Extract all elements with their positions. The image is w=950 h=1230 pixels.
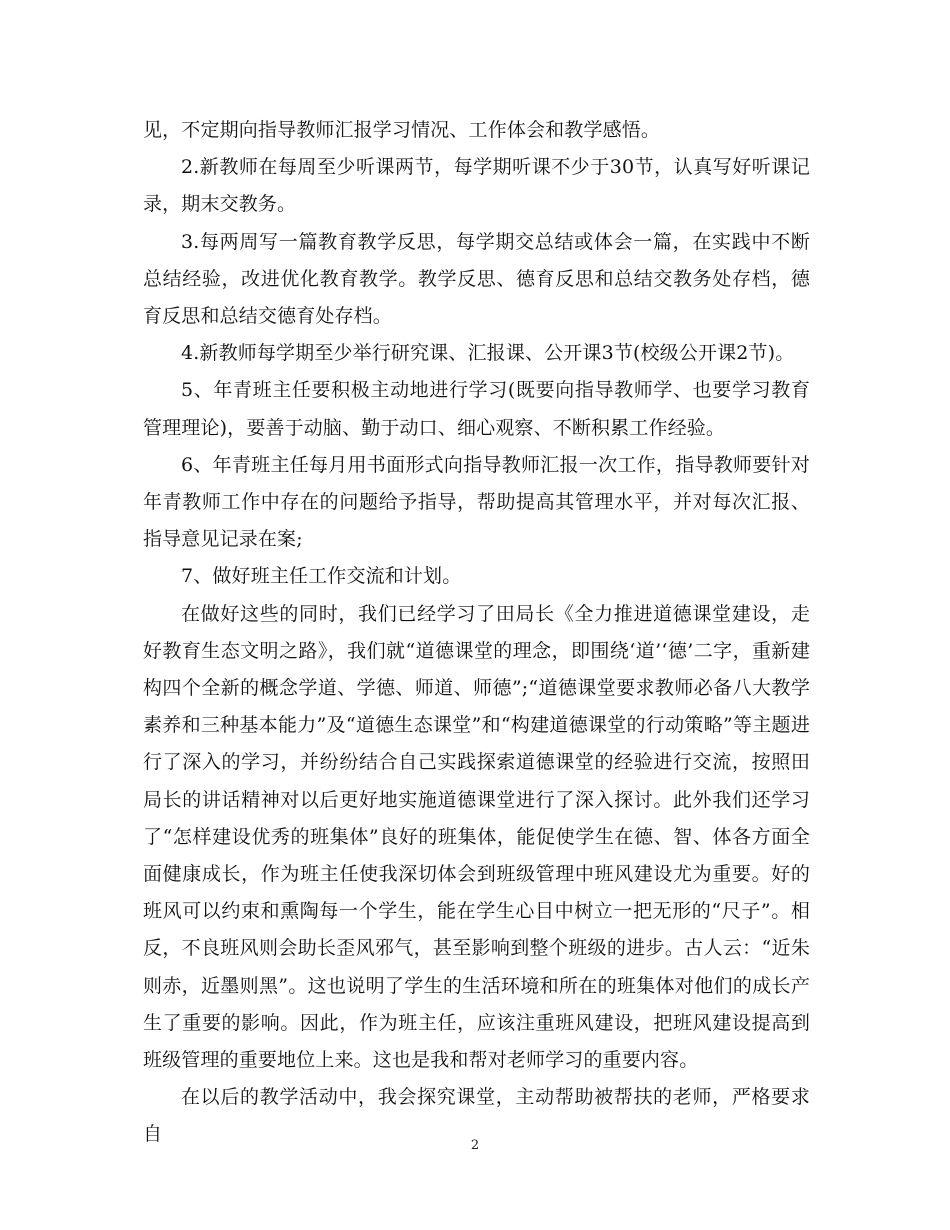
paragraph-future-plan: 在以后的教学活动中，我会探究课堂，主动帮助被帮扶的老师，严格要求自 [143,1086,810,1146]
paragraph-continuation: 见，不定期向指导教师汇报学习情况、工作体会和教学感悟。 [143,119,661,141]
paragraph-item-7: 7、做好班主任工作交流和计划。 [181,565,462,588]
document-body [143,112,810,1154]
page-number: 2 [470,1138,480,1153]
paragraph-item-4: 4.新教师每学期至少举行研究课、汇报课、公开课3节(校级公开课2节)。 [181,342,795,365]
paragraph-item-5: 5、年青班主任要积极主动地进行学习(既要向指导教师学、也要学习教育管理理论)，要善于动脑、勤于动口、细心观察、不断积累工作经验。 [143,379,810,439]
paragraph-item-3: 3.每两周写一篇教育教学反思，每学期交总结或体会一篇，在实践中不断总结经验，改进优化教育教学。教学反思、德育反思和总结交教务处存档，德育反思和总结交德育处存档。 [143,230,810,328]
paragraph-item-2: 2.新教师在每周至少听课两节，每学期听课不少于30节，认真写好听课记录，期末交教务。 [143,156,810,216]
paragraph-item-6: 6、年青班主任每月用书面形式向指导教师汇报一次工作，指导教师要针对年青教师工作中存在的问题给予指导，帮助提高其管理水平，并对每次汇报、指导意见记录在案; [143,453,810,551]
paragraph-study-summary: 在做好这些的同时，我们已经学习了田局长《全力推进道德课堂建设，走好教育生态文明之路》，我们就“道德课堂的理念，即围绕‘道’‘德’二字，重新建构四个全新的概念学道、学德、师道、师德”;“道德课堂要求教师必备八大教学素养和三种基本能力”及“道德生态课堂”和“构建道德课堂的行动策略”等主题进行了深入的学习，并纷纷结合自己实践探索道德课堂的经验进行交流，按照田局长的讲话精神对以后更好地实施道德课堂进行了深入探讨。此外我们还学习了“怎样建设优秀的班集体”良好的班集体，能促使学生在德、智、体各方面全面健康成长，作为班主任使我深切体会到班级管理中班风建设尤为重要。好的班风可以约束和熏陶每一个学生，能在学生心目中树立一把无形的“尺子”。相反，不良班风则会助长歪风邪气，甚至影响到整个班级的进步。古人云：“近朱则赤，近墨则黑”。这也说明了学生的生活环境和所在的班集体对他们的成长产生了重要的影响。因此，作为班主任，应该注重班风建设，把班风建设提高到班级管理的重要地位上来。这也是我和帮对老师学习的重要内容。 [143,602,810,1072]
